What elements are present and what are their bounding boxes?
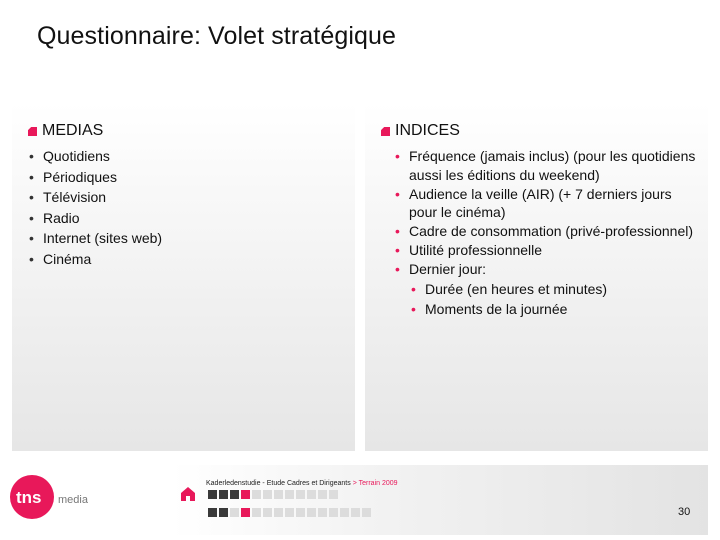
nav-square[interactable] (208, 508, 217, 517)
indices-panel (365, 103, 708, 451)
nav-square[interactable] (252, 490, 261, 499)
nav-square[interactable] (274, 508, 283, 517)
nav-square[interactable] (252, 508, 261, 517)
nav-square[interactable] (296, 508, 305, 517)
nav-square[interactable] (219, 490, 228, 499)
nav-squares-row-1 (208, 490, 338, 499)
list-item: • Utilité professionnelle (395, 241, 700, 260)
nav-square[interactable] (219, 508, 228, 517)
indices-heading-label: INDICES (395, 122, 460, 139)
nav-square[interactable] (263, 508, 272, 517)
medias-heading-label: MEDIAS (42, 122, 104, 139)
nav-square[interactable] (208, 490, 217, 499)
list-item: • Cinéma (29, 250, 349, 268)
footer-separator: > (350, 480, 359, 487)
footer-study: Kaderledenstudie - Etude Cadres et Dirigeants (206, 480, 351, 487)
nav-square[interactable] (318, 508, 327, 517)
page-title: Questionnaire: Volet stratégique (37, 22, 396, 50)
list-item: • Télévision (29, 188, 349, 206)
medias-panel (12, 103, 355, 451)
nav-square[interactable] (241, 508, 250, 517)
nav-square[interactable] (230, 508, 239, 517)
nav-square[interactable] (307, 490, 316, 499)
nav-square[interactable] (263, 490, 272, 499)
nav-square[interactable] (285, 508, 294, 517)
footer-band (172, 465, 708, 535)
medias-list (29, 147, 349, 270)
page-number: 30 (678, 506, 691, 518)
nav-squares-row-2 (208, 508, 371, 517)
list-item: • Quotidiens (29, 147, 349, 165)
list-item: • Internet (sites web) (29, 229, 349, 247)
sub-list-item: • Moments de la journée (411, 299, 700, 319)
nav-square[interactable] (241, 490, 250, 499)
nav-square[interactable] (340, 508, 349, 517)
list-item: • Radio (29, 209, 349, 227)
nav-square[interactable] (296, 490, 305, 499)
home-icon[interactable] (180, 486, 196, 502)
nav-square[interactable] (274, 490, 283, 499)
footer-section: Terrain 2009 (358, 480, 398, 487)
nav-square[interactable] (329, 490, 338, 499)
nav-square[interactable] (318, 490, 327, 499)
nav-square[interactable] (230, 490, 239, 499)
indices-list (395, 147, 700, 319)
nav-square[interactable] (362, 508, 371, 517)
logo-brand: tns (16, 488, 42, 507)
list-item: • Cadre de consommation (privé-professionnel) (395, 222, 700, 241)
sub-list (409, 279, 700, 319)
nav-square[interactable] (285, 490, 294, 499)
medias-heading (28, 122, 103, 140)
tns-media-logo (8, 472, 88, 522)
list-item: • Périodiques (29, 168, 349, 186)
indices-heading (381, 122, 460, 140)
nav-square[interactable] (329, 508, 338, 517)
list-item: • Fréquence (jamais inclus) (pour les quotidiens aussi les éditions du weekend) (395, 147, 700, 184)
nav-square[interactable] (307, 508, 316, 517)
nav-square[interactable] (351, 508, 360, 517)
footer-breadcrumb (206, 480, 398, 487)
list-item-dernier-jour (395, 260, 700, 319)
logo-sub: media (58, 494, 88, 506)
list-item: • Audience la veille (AIR) (+ 7 derniers jours pour le cinéma) (395, 185, 700, 222)
list-item-label: Dernier jour: (409, 261, 487, 277)
sub-list-item: • Durée (en heures et minutes) (411, 279, 700, 299)
